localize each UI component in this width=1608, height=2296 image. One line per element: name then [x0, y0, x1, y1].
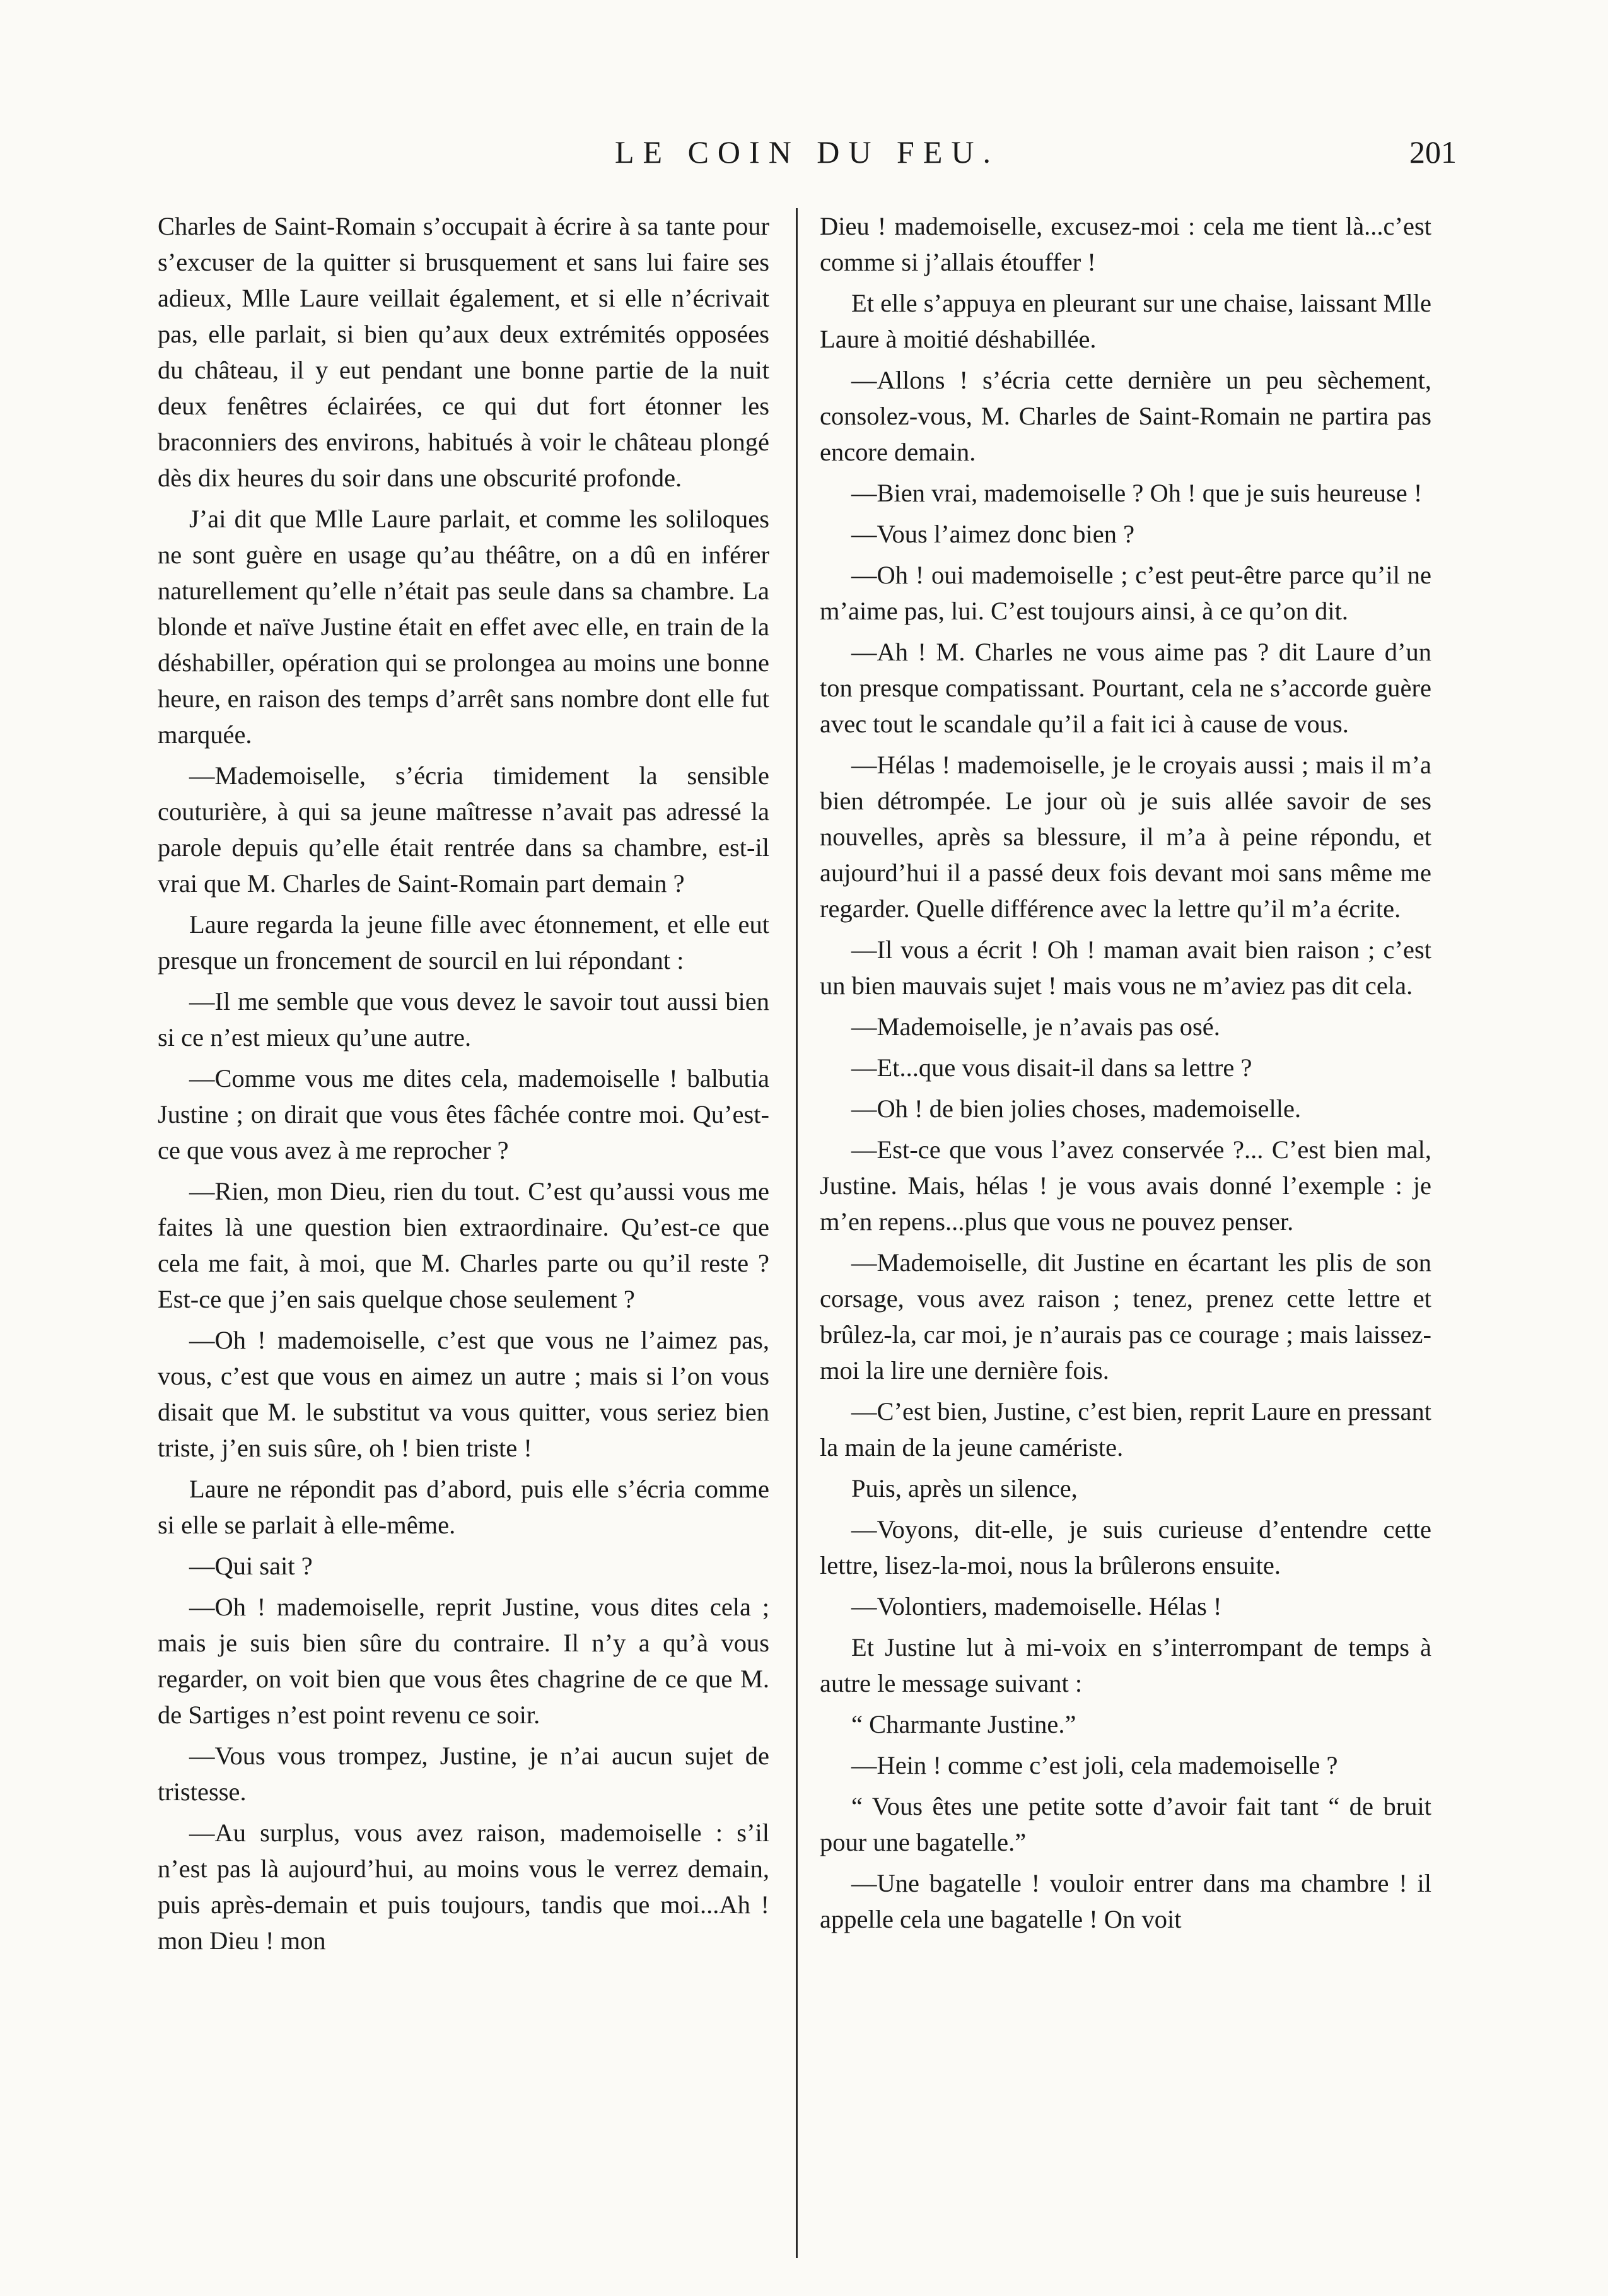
paragraph: Et elle s’appuya en pleurant sur une chaise, laissant Mlle Laure à moitié déshabillée.: [820, 289, 1431, 353]
paragraph: Et Justine lut à mi-voix en s’interrompant de temps à autre le message suivant :: [820, 1633, 1431, 1697]
left-column: [158, 208, 769, 2264]
paragraph: —C’est bien, Justine, c’est bien, reprit Laure en pressant la main de la jeune camériste.: [820, 1397, 1431, 1461]
paragraph: Laure ne répondit pas d’abord, puis elle s’écria comme si elle se parlait à elle-même.: [158, 1475, 769, 1539]
paragraph: —Oh ! mademoiselle, reprit Justine, vous dites cela ; mais je suis bien sûre du contraire. Il n’y a qu’à vous regarder, on voit bien que vous êtes chagrine de ce que M. de Sartiges n’est point revenu ce soir.: [158, 1593, 769, 1729]
paragraph: Charles de Saint-Romain s’occupait à écrire à sa tante pour s’excuser de la quitter si brusquement et sans lui faire ses adieux, Mlle Laure veillait également, et si elle n’écrivait pas, elle parlait, si bien qu’aux deux extrémités opposées du château, il y eut pendant une bonne partie de la nuit deux fenêtres éclairées, ce qui dut fort étonner les braconniers des environs, habitués à voir le château plongé dès dix heures du soir dans une obscurité profonde.: [158, 212, 769, 492]
paragraph: —Voyons, dit-elle, je suis curieuse d’entendre cette lettre, lisez-la-moi, nous la brûlerons ensuite.: [820, 1515, 1431, 1579]
paragraph: J’ai dit que Mlle Laure parlait, et comme les soliloques ne sont guère en usage qu’au théâtre, on a dû en inférer naturellement qu’elle n’était pas seule dans sa chambre. La blonde et naïve Justine était en effet avec elle, en train de la déshabiller, opération qui se prolongea au moins une bonne heure, en raison des temps d’arrêt sans nombre dont elle fut marquée.: [158, 505, 769, 749]
paragraph: —Au surplus, vous avez raison, mademoiselle : s’il n’est pas là aujourd’hui, au moins vous le verrez demain, puis après-demain et puis toujours, tandis que moi...Ah ! mon Dieu ! mon: [158, 1819, 769, 1955]
paragraph: Laure regarda la jeune fille avec étonnement, et elle eut presque un froncement de sourcil en lui répondant :: [158, 910, 769, 975]
column-divider: [796, 208, 798, 2258]
paragraph: —Qui sait ?: [189, 1552, 313, 1580]
paragraph: —Bien vrai, mademoiselle ? Oh ! que je suis heureuse !: [851, 479, 1423, 507]
paragraph: —Il vous a écrit ! Oh ! maman avait bien raison ; c’est un bien mauvais sujet ! mais vous ne m’aviez pas dit cela.: [820, 935, 1431, 1000]
paragraph: —Hélas ! mademoiselle, je le croyais aussi ; mais il m’a bien détrompée. Le jour où je suis allée savoir de ses nouvelles, après sa blessure, il m’a à peine répondu, et aujourd’hui il a passé deux fois devant moi sans même me regarder. Quelle différence avec la lettre qu’il m’a écrite.: [820, 751, 1431, 923]
paragraph: —Vous vous trompez, Justine, je n’ai aucun sujet de tristesse.: [158, 1742, 769, 1806]
paragraph: —Comme vous me dites cela, mademoiselle ! balbutia Justine ; on dirait que vous êtes fâchée contre moi. Qu’est-ce que vous avez à me reprocher ?: [158, 1064, 769, 1164]
paragraph: “ Charmante Justine.”: [851, 1710, 1076, 1738]
paragraph: —Mademoiselle, s’écria timidement la sensible couturière, à qui sa jeune maîtresse n’avait pas adressé la parole depuis qu’elle était rentrée dans sa chambre, est-il vrai que M. Charles de Saint-Romain part demain ?: [158, 761, 769, 898]
paragraph: Dieu ! mademoiselle, excusez-moi : cela me tient là...c’est comme si j’allais étouffer !: [820, 212, 1431, 276]
paragraph: Puis, après un silence,: [851, 1474, 1078, 1502]
page-number: 201: [1409, 134, 1457, 170]
page-header: [158, 134, 1457, 184]
paragraph: —Oh ! oui mademoiselle ; c’est peut-être parce qu’il ne m’aime pas, lui. C’est toujours ainsi, à ce qu’on dit.: [820, 561, 1431, 625]
paragraph: —Oh ! de bien jolies choses, mademoiselle.: [851, 1094, 1302, 1123]
paragraph: —Rien, mon Dieu, rien du tout. C’est qu’aussi vous me faites là une question bien extraordinaire. Qu’est-ce que cela me fait, à moi, que M. Charles parte ou qu’il reste ? Est-ce que j’en sais quelque chose seulement ?: [158, 1177, 769, 1313]
paragraph: —Mademoiselle, dit Justine en écartant les plis de son corsage, vous avez raison ; tenez, prenez cette lettre et brûlez-la, car moi, je n’aurais pas ce courage ; mais laissez-moi la lire une dernière fois.: [820, 1248, 1431, 1385]
paragraph: —Est-ce que vous l’avez conservée ?... C’est bien mal, Justine. Mais, hélas ! je vous avais donné l’exemple : je m’en repens...plus que vous ne pouvez penser.: [820, 1135, 1431, 1236]
paragraph: —Allons ! s’écria cette dernière un peu sèchement, consolez-vous, M. Charles de Saint-Romain ne partira pas encore demain.: [820, 366, 1431, 466]
paragraph: —Une bagatelle ! vouloir entrer dans ma chambre ! il appelle cela une bagatelle ! On voit: [820, 1869, 1431, 1933]
paragraph: —Et...que vous disait-il dans sa lettre ?: [851, 1053, 1252, 1082]
running-title: LE COIN DU FEU.: [615, 134, 999, 170]
paragraph: —Volontiers, mademoiselle. Hélas !: [851, 1592, 1222, 1620]
paragraph: —Il me semble que vous devez le savoir tout aussi bien si ce n’est mieux qu’une autre.: [158, 987, 769, 1051]
paragraph: —Ah ! M. Charles ne vous aime pas ? dit Laure d’un ton presque compatissant. Pourtant, cela ne s’accorde guère avec tout le scandale qu’il a fait ici à cause de vous.: [820, 638, 1431, 738]
paragraph: —Mademoiselle, je n’avais pas osé.: [851, 1012, 1220, 1041]
right-column: [820, 208, 1431, 2264]
paragraph: —Vous l’aimez donc bien ?: [851, 520, 1135, 548]
paragraph: —Oh ! mademoiselle, c’est que vous ne l’aimez pas, vous, c’est que vous en aimez un autre ; mais si l’on vous disait que M. le substitut va vous quitter, vous seriez bien triste, j’en suis sûre, oh ! bien triste !: [158, 1326, 769, 1462]
paragraph: “ Vous êtes une petite sotte d’avoir fait tant “ de bruit pour une bagatelle.”: [820, 1792, 1431, 1856]
paragraph: —Hein ! comme c’est joli, cela mademoiselle ?: [851, 1751, 1338, 1779]
